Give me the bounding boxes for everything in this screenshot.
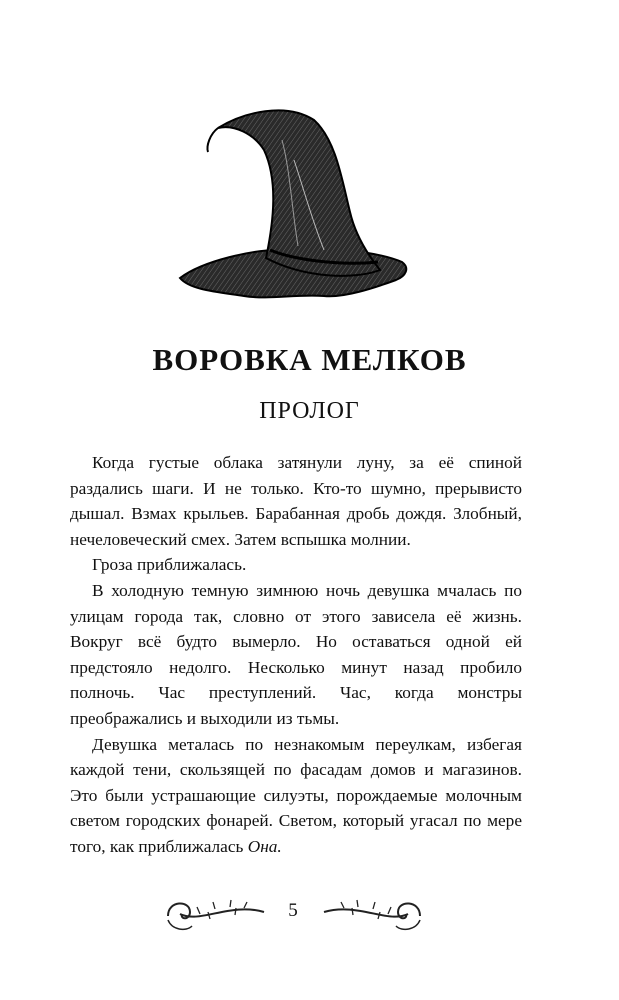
thorny-vine-ornament-right: [318, 890, 428, 936]
paragraph: Гроза приближалась.: [92, 555, 247, 575]
emphasis-text: Она.: [247, 836, 282, 856]
paragraph: В холодную темную зимнюю ночь девушка мчалась по улицам города так, словно от этого зависела её жизнь. Вокруг всё будто вымерло. Но оставаться одной ей предстояло недолго. Несколько минут назад пробило полночь. Час преступлений. Час, когда монстры преображались и выходили из тьмы.: [70, 580, 522, 728]
body-text: [70, 450, 522, 860]
paragraph: Когда густые облака затянули луну, за её спиной раздались шаги. И не только. Кто-то шумно, прерывисто дышал. Взмах крыльев. Барабанная дробь дождя. Злобный, нечеловеческий смех. Затем вспышка молнии.: [70, 453, 522, 549]
paragraph: [70, 732, 522, 860]
page-number: 5: [288, 900, 298, 921]
chapter-subtitle: ПРОЛОГ: [259, 398, 360, 424]
thorny-vine-ornament-left: [160, 890, 270, 936]
chapter-title: ВОРОВКА МЕЛКОВ: [152, 342, 467, 377]
witch-hat-illustration: [174, 100, 414, 310]
paragraph-text: Девушка металась по незнакомым переулкам, избегая каждой тени, скользящей по фасадам домов и магазинов. Это были устрашающие силуэты, порождаемые молочным светом городских фонарей. Светом, который угасал по мере того, как приближалась: [70, 734, 522, 856]
